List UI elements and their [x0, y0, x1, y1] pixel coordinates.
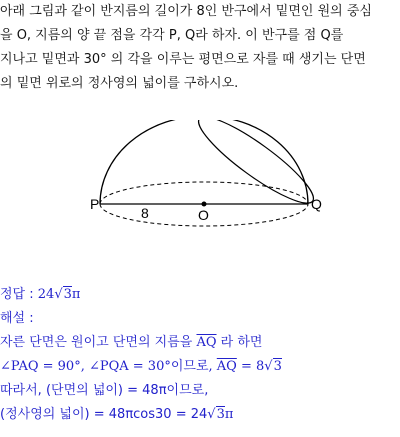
label-radius: 8 — [141, 205, 149, 221]
solution-line-2-text: ∠PAQ = 90°, ∠PQA = 30°이므로, — [0, 359, 217, 374]
label-p: P — [90, 196, 100, 212]
solution-block — [0, 283, 398, 427]
solution-line-2-sqrt-sign: √ — [264, 359, 273, 374]
answer-line — [0, 283, 398, 307]
solution-line-1-tail: 라 하면 — [216, 335, 263, 350]
problem-line-2: 을 O, 지름의 양 끝 점을 각각 P, Q라 하자. 이 반구를 점 Q를 — [0, 28, 344, 43]
answer-radicand: 3 — [63, 287, 72, 302]
solution-line-4-text: (정사영의 넓이) = 48πcos30 = 24 — [0, 407, 208, 422]
answer-label: 정답 : — [0, 287, 38, 302]
solution-line-4 — [0, 403, 398, 427]
explanation-label: 해설 : — [0, 311, 34, 326]
cross-section-ellipse — [190, 120, 322, 214]
problem-line-3: 지나고 밑면과 30° 의 각을 이루는 평면으로 자를 때 생기는 단면 — [0, 52, 366, 67]
answer-pi: π — [71, 287, 81, 302]
center-point-o — [202, 202, 207, 207]
answer-value-coef: 24 — [37, 287, 55, 302]
hemisphere-figure — [84, 120, 324, 230]
problem-text — [0, 0, 398, 96]
problem-line-4: 의 밑면 위로의 정사영의 넓이를 구하시오. — [0, 76, 239, 91]
problem-line-1: 아래 그림과 같이 반지름의 길이가 8인 반구에서 밑면인 원의 중심 — [0, 4, 372, 19]
solution-line-4-pi: π — [224, 407, 234, 422]
answer-sqrt-sign: √ — [54, 287, 63, 302]
solution-line-4-sqrt-sign: √ — [207, 407, 216, 422]
solution-line-2 — [0, 355, 398, 379]
base-circle-back — [100, 182, 308, 204]
label-q: Q — [311, 196, 322, 212]
segment-aq: $\overline{AQ}$ — [196, 335, 217, 350]
segment-aq-2: $\overline{AQ}$ — [216, 359, 237, 374]
solution-line-2-radicand: 3 — [273, 359, 282, 374]
solution-line-4-radicand: 3 — [216, 407, 225, 422]
solution-line-3: 따라서, (단면의 넓이) = 48π이므로, — [0, 383, 209, 398]
solution-line-1 — [0, 331, 398, 355]
solution-line-1-text: 자른 단면은 원이고 단면의 지름을 — [0, 335, 197, 350]
label-o: O — [198, 207, 209, 223]
solution-line-2-eq: = 8 — [236, 359, 265, 374]
